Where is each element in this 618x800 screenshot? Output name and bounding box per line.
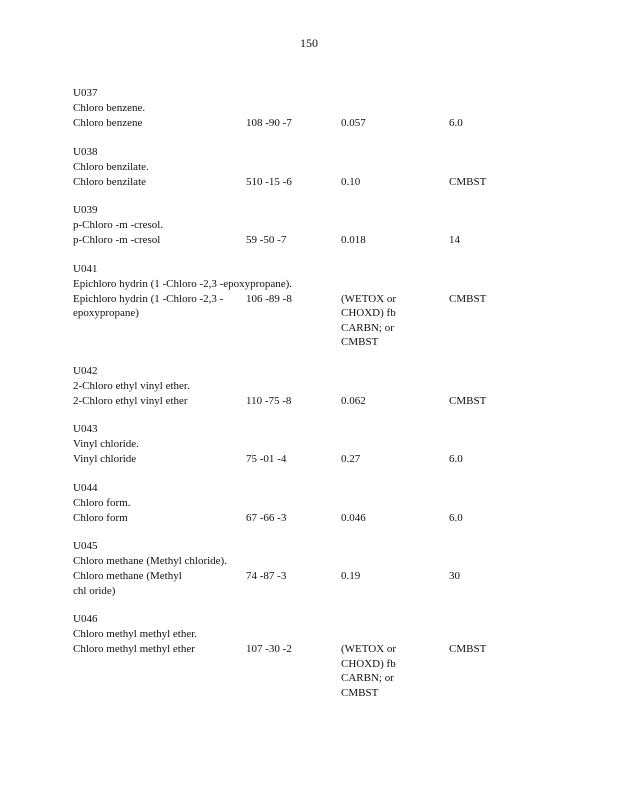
waste-entry <box>73 86 593 131</box>
waste-code: U045 <box>73 540 98 552</box>
waste-row <box>73 452 593 467</box>
nonwastewater-standard: 14 <box>449 234 460 246</box>
wastewater-standard: 0.046 <box>341 511 366 524</box>
waste-entry <box>73 539 593 598</box>
wastewater-standard: 0.062 <box>341 394 366 407</box>
cas-number: 75 -01 -4 <box>246 453 287 465</box>
waste-entry <box>73 262 593 350</box>
cas-number: 110 -75 -8 <box>246 394 292 407</box>
page-number: 150 <box>300 36 318 50</box>
waste-heading: Chloro form. <box>73 496 131 509</box>
constituent-name: 2-Chloro ethyl vinyl ether <box>73 394 188 407</box>
cas-number: 107 -30 -2 <box>246 643 292 655</box>
waste-entry <box>73 422 593 467</box>
waste-code: U042 <box>73 364 98 377</box>
wastewater-standard: 0.10 <box>341 175 361 188</box>
waste-entry <box>73 145 593 190</box>
wastewater-standard: (WETOX or CHOXD) fb CARBN; or CMBST <box>341 292 397 348</box>
cas-number: 67 -66 -3 <box>246 511 287 524</box>
constituent-name: Chloro form <box>73 511 128 524</box>
constituent-name: Chloro benzilate <box>73 175 147 188</box>
nonwastewater-standard: CMBST <box>449 394 487 407</box>
constituent-name: Chloro benzene <box>73 117 143 129</box>
waste-entry <box>73 481 593 526</box>
waste-row <box>73 642 593 700</box>
waste-row <box>73 394 593 409</box>
nonwastewater-standard: 6.0 <box>449 453 463 465</box>
constituent-name: Chloro methyl methyl ether <box>73 643 195 655</box>
nonwastewater-standard: CMBST <box>449 175 487 188</box>
waste-row <box>73 175 593 190</box>
waste-code: U038 <box>73 145 98 158</box>
waste-code: U039 <box>73 204 98 216</box>
nonwastewater-standard: 30 <box>449 570 460 582</box>
waste-row <box>73 116 593 131</box>
waste-code: U044 <box>73 481 98 494</box>
waste-heading: 2-Chloro ethyl vinyl ether. <box>73 379 190 392</box>
cas-number: 108 -90 -7 <box>246 117 292 129</box>
waste-heading: Chloro benzene. <box>73 102 146 114</box>
waste-entry <box>73 612 593 700</box>
waste-heading: Epichloro hydrin (1 -Chloro -2,3 -epoxypropane). <box>73 277 293 290</box>
constituent-name: Epichloro hydrin (1 -Chloro -2,3 - epoxypropane) <box>73 292 224 319</box>
waste-code: U041 <box>73 262 98 275</box>
wastewater-standard: (WETOX or CHOXD) fb CARBN; or CMBST <box>341 643 397 699</box>
nonwastewater-standard: 6.0 <box>449 511 463 524</box>
nonwastewater-standard: 6.0 <box>449 117 463 129</box>
constituent-name: p-Chloro -m -cresol <box>73 234 161 246</box>
cas-number: 106 -89 -8 <box>246 292 292 305</box>
wastewater-standard: 0.27 <box>341 453 361 465</box>
waste-code: U043 <box>73 423 98 435</box>
waste-heading: Chloro methane (Methyl chloride). <box>73 555 227 567</box>
cas-number: 59 -50 -7 <box>246 234 287 246</box>
cas-number: 74 -87 -3 <box>246 570 287 582</box>
waste-row <box>73 292 593 350</box>
waste-row <box>73 569 593 598</box>
nonwastewater-standard: CMBST <box>449 292 487 305</box>
waste-row <box>73 511 593 526</box>
wastewater-standard: 0.018 <box>341 234 366 246</box>
waste-code: U046 <box>73 613 98 625</box>
waste-code-list <box>73 86 593 714</box>
waste-row <box>73 233 593 248</box>
waste-code: U037 <box>73 87 98 99</box>
wastewater-standard: 0.19 <box>341 570 361 582</box>
nonwastewater-standard: CMBST <box>449 643 487 655</box>
waste-entry <box>73 203 593 248</box>
waste-heading: Chloro methyl methyl ether. <box>73 628 198 640</box>
waste-heading: Chloro benzilate. <box>73 160 149 173</box>
wastewater-standard: 0.057 <box>341 117 366 129</box>
waste-heading: Vinyl chloride. <box>73 438 139 450</box>
constituent-name: Chloro methane (Methyl chl oride) <box>73 570 182 597</box>
cas-number: 510 -15 -6 <box>246 175 292 188</box>
waste-entry <box>73 364 593 409</box>
constituent-name: Vinyl chloride <box>73 453 137 465</box>
waste-heading: p-Chloro -m -cresol. <box>73 219 164 231</box>
